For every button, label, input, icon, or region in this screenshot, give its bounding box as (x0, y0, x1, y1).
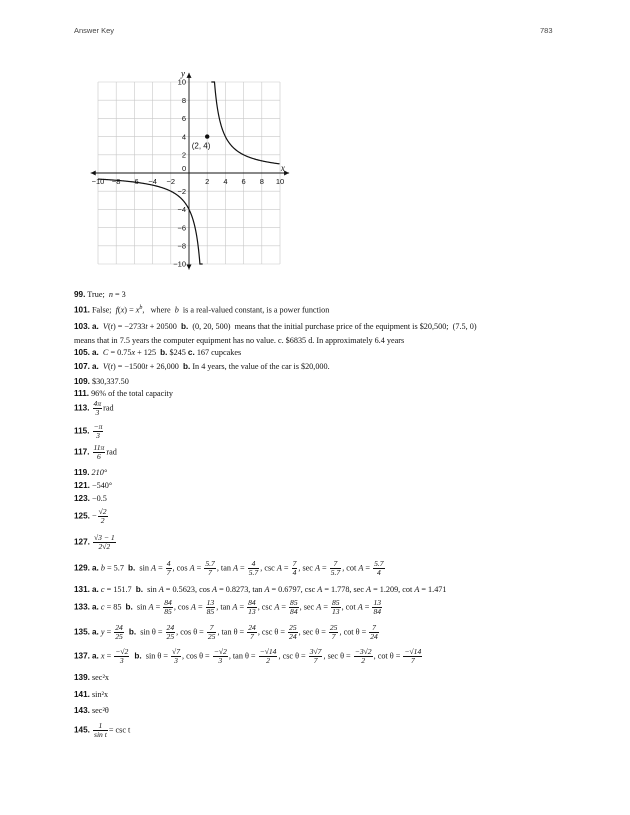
x-tick-label: 10 (275, 177, 285, 186)
y-axis-arrow-down (187, 264, 192, 269)
y-tick-label: 6 (181, 114, 186, 124)
answer-103: 103. a. V(t) = −2733t + 20500 b. (0, 20, 500) means that the initial purchase price of the equipment is $20,500; (7.5, 0) (74, 322, 477, 331)
answer-137: 137. a. x = $\frac{-√2}{3}$ b. sin θ = $\frac{√7}{3}$ , cos θ = $\frac{-√2}{3}$ , tan θ = $\frac{-√14}{2}$ , csc θ = $\frac{3√7}{7}$ , sec θ = $\frac{-3√2}{2}$ , cot θ = $\frac{-√14}{7}$ (74, 647, 422, 665)
x-tick-label: −4 (148, 177, 157, 186)
y-tick-label: −8 (177, 241, 186, 251)
answer-101: 101. False; $f(x) = x^b$, where b is a real-valued constant, is a power function (74, 305, 330, 315)
y-tick-label: 10 (177, 77, 186, 87)
x-tick-label: −2 (166, 177, 176, 186)
curve-branch-quadrant-3 (98, 179, 203, 264)
answer-111: 111. 96% of the total capacity (74, 389, 173, 398)
y-tick-label: −6 (177, 223, 186, 233)
answer-141: 141. sin²x (74, 690, 109, 699)
answer-109: 109. $30,337.50 (74, 377, 129, 386)
y-axis-arrow (187, 73, 192, 78)
x-tick-label: 8 (259, 177, 264, 186)
power-function-graph (0, 0, 630, 300)
origin-label: 0 (182, 164, 187, 173)
answer-123: 123. −0.5 (74, 494, 107, 503)
x-tick-label: −10 (91, 177, 105, 186)
y-tick-label: −2 (177, 186, 186, 196)
y-tick-label: 2 (181, 150, 186, 160)
answer-145: 145. $\frac{1}{\text{sin t}}$ = csc t (74, 721, 131, 739)
answer-103-cont: means that in 7.5 years the computer equipment has no value. c. $6835 d. In approximately 6.4 years (74, 336, 405, 345)
answer-131: 131. a. c = 151.7 b. sin A = 0.5623, cos A = 0.8273, tan A = 0.6797, csc A = 1.778, sec A = 1.209, cot A = 1.471 (74, 585, 447, 594)
x-tick-label: 6 (241, 177, 246, 186)
point-label: (2, 4) (191, 141, 211, 151)
answer-121: 121. −540° (74, 481, 113, 490)
answer-105: 105. a. C = 0.75x + 125 b. $245 c. 167 cupcakes (74, 348, 242, 357)
answer-115: 115. $\frac{-\pi}{3}$ (74, 422, 103, 440)
x-axis-label: x (280, 163, 285, 173)
answer-129: 129. a. b = 5.7 b. sin A = $\frac{4}{7}$ , cos A = $\frac{5.7}{7}$ , tan A = $\frac{4}{5.7}$ , csc A = $\frac{7}{4}$ , sec A = $\frac{7}{5.7}$ , cot A = $\frac{5.7}{4}$ (74, 559, 384, 577)
answer-107: 107. a. V(t) = −1500t + 26,000 b. In 4 years, the value of the car is $20,000. (74, 362, 330, 371)
answer-143: 143. sec²θ (74, 706, 109, 715)
x-axis-arrow-left (91, 171, 96, 176)
graph-axes (91, 73, 289, 270)
answer-99: 99. True; n = 3 (74, 290, 126, 299)
y-tick-label: −4 (177, 205, 186, 215)
answer-135: 135. a. y = $\frac{24}{25}$ b. sin θ = $\frac{24}{25}$ , cos θ = $\frac{7}{25}$ , tan θ = $\frac{24}{7}$ , csc θ = $\frac{25}{24}$ , sec θ = $\frac{25}{7}$ , cot θ = $\frac{7}{24}$ (74, 623, 378, 641)
answer-139: 139. sec²x (74, 673, 109, 682)
answer-117: 117. $\frac{11\pi}{6}$ rad (74, 443, 117, 461)
answer-125: 125. − $\frac{√2}{2}$ (74, 507, 107, 525)
answer-119: 119. 210° (74, 468, 108, 477)
y-tick-label: 4 (181, 132, 186, 142)
x-tick-label: −8 (111, 177, 121, 186)
labeled-point (205, 134, 209, 138)
answer-113: 113. $\frac{4\pi}{3}$ rad (74, 399, 114, 417)
x-tick-label: −6 (130, 177, 139, 186)
answer-133: 133. a. c = 85 b. sin A = $\frac{84}{85}$ , cos A = $\frac{13}{85}$ , tan A = $\frac{84}{13}$ , csc A = $\frac{85}{84}$ , sec A = $\frac{85}{13}$ , cot A = $\frac{13}{84}$ (74, 598, 382, 616)
x-tick-label: 4 (223, 177, 228, 186)
x-tick-label: 2 (205, 177, 210, 186)
answer-127: 127. $\frac{√3 - 1}{2√2}$ (74, 533, 115, 551)
y-tick-label: 8 (181, 95, 186, 105)
y-tick-label: −10 (173, 259, 186, 269)
page-header-left: Answer Key (74, 26, 115, 35)
page-number: 783 (540, 26, 553, 35)
curve-branch-quadrant-1 (211, 82, 279, 164)
y-axis-label: y (181, 68, 185, 79)
